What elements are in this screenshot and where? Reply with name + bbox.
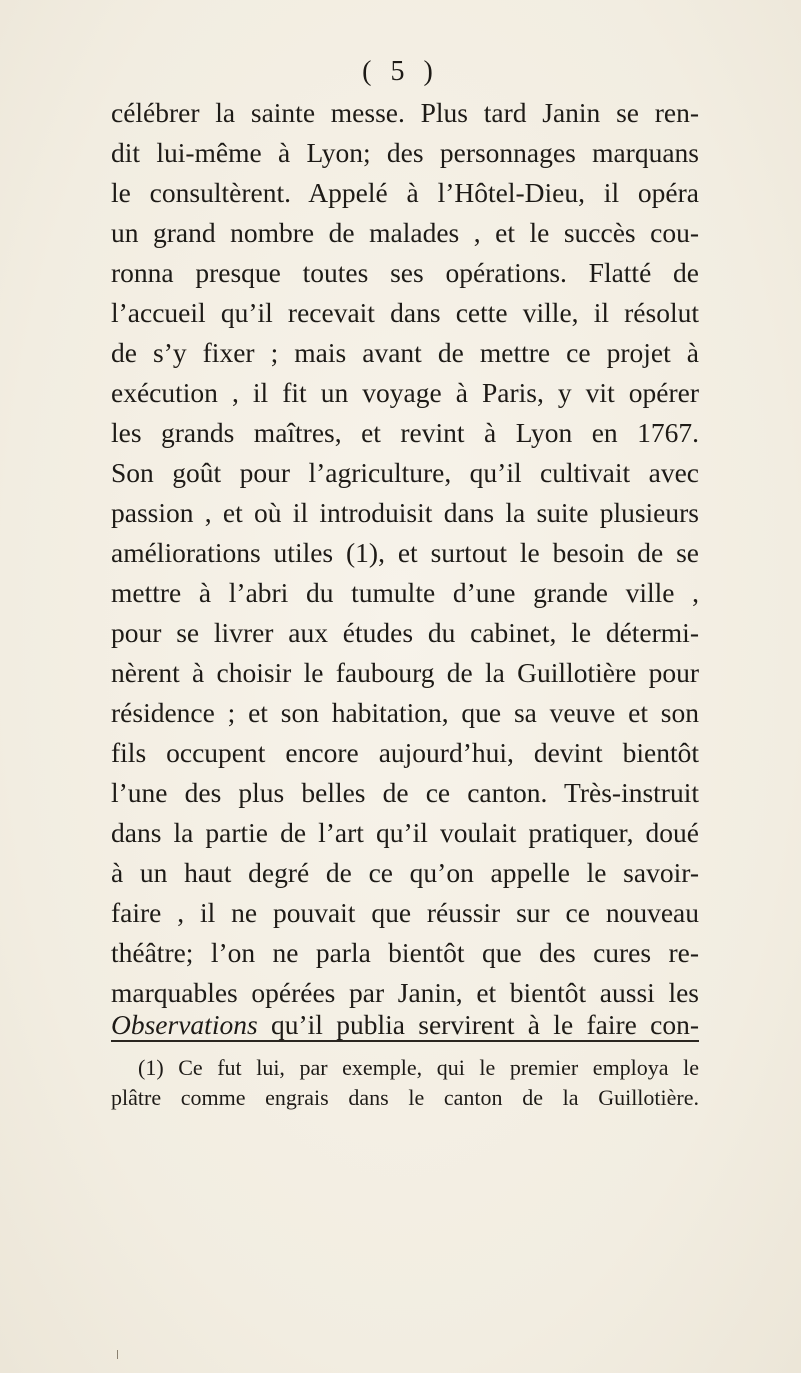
paper-speck bbox=[117, 1350, 118, 1359]
text-line: théâtre; l’on ne parla bientôt que des cures re- bbox=[111, 937, 699, 968]
text-line: résidence ; et son habitation, que sa veuve et son bbox=[111, 697, 699, 728]
text-line: fils occupent encore aujourd’hui, devint bientôt bbox=[111, 737, 699, 768]
text-line: mettre à l’abri du tumulte d’une grande ville , bbox=[111, 577, 699, 608]
text-line-tail: qu’il publia servirent à le faire con- bbox=[257, 1009, 699, 1040]
text-line: les grands maîtres, et revint à Lyon en 1767. bbox=[111, 417, 699, 448]
text-line-last bbox=[111, 1005, 699, 1045]
text-line: nèrent à choisir le faubourg de la Guillotière pour bbox=[111, 657, 699, 688]
text-line: dit lui-même à Lyon; des personnages marquans bbox=[111, 137, 699, 168]
text-line: passion , et où il introduisit dans la suite plusieurs bbox=[111, 497, 699, 528]
text-line: de s’y fixer ; mais avant de mettre ce projet à bbox=[111, 337, 699, 368]
text-line: l’accueil qu’il recevait dans cette ville, il résolut bbox=[111, 297, 699, 328]
text-line: dans la partie de l’art qu’il voulait pratiquer, doué bbox=[111, 817, 699, 848]
footnote-rule bbox=[111, 1040, 699, 1042]
text-line: l’une des plus belles de ce canton. Très-instruit bbox=[111, 777, 699, 808]
italic-title: Observations bbox=[111, 1009, 258, 1040]
text-line: le consultèrent. Appelé à l’Hôtel-Dieu, il opéra bbox=[111, 177, 699, 208]
text-line: ronna presque toutes ses opérations. Flatté de bbox=[111, 257, 699, 288]
text-line: exécution , il fit un voyage à Paris, y vit opérer bbox=[111, 377, 699, 408]
text-line: un grand nombre de malades , et le succès cou- bbox=[111, 217, 699, 248]
text-line: marquables opérées par Janin, et bientôt aussi les bbox=[111, 977, 699, 1008]
text-line: pour se livrer aux études du cabinet, le détermi- bbox=[111, 617, 699, 648]
footnote-line: plâtre comme engrais dans le canton de la Guillotière. bbox=[111, 1085, 699, 1110]
text-line: améliorations utiles (1), et surtout le besoin de se bbox=[111, 537, 699, 568]
text-line: faire , il ne pouvait que réussir sur ce nouveau bbox=[111, 897, 699, 928]
text-line: célébrer la sainte messe. Plus tard Janin se ren- bbox=[111, 97, 699, 128]
page-number: ( 5 ) bbox=[362, 56, 439, 87]
footnote-line: (1) Ce fut lui, par exemple, qui le premier employa le bbox=[138, 1055, 699, 1080]
text-line: Son goût pour l’agriculture, qu’il cultivait avec bbox=[111, 457, 699, 488]
text-line: à un haut degré de ce qu’on appelle le savoir- bbox=[111, 857, 699, 888]
